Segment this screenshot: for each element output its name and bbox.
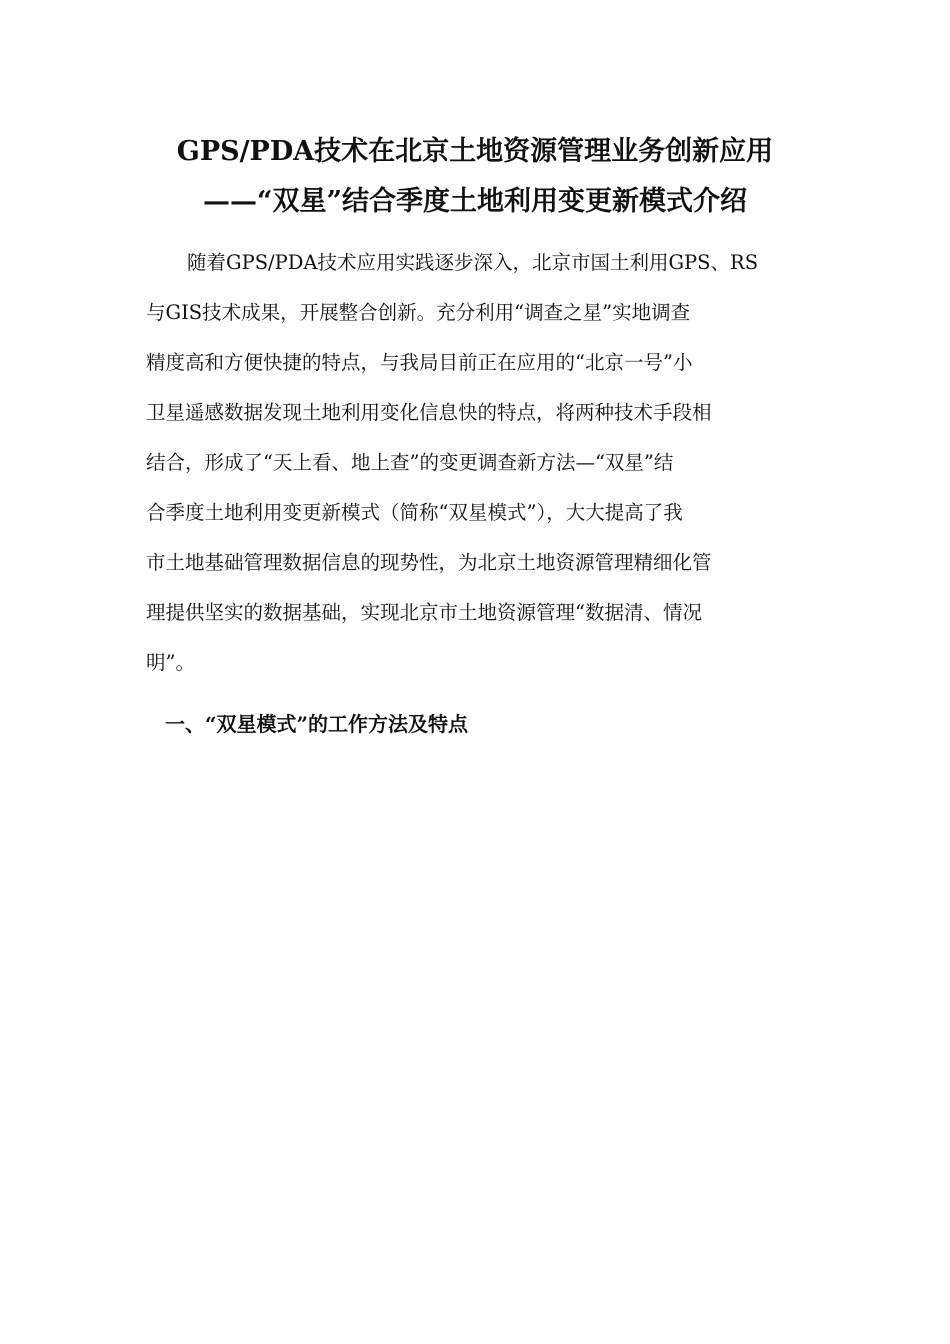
paragraph-line: 随着GPS/PDA技术应用实践逐步深入，北京市国土利用GPS、RS: [187, 251, 759, 274]
paragraph-line: 合季度土地利用变更新模式（简称“双星模式”），大大提高了我: [146, 501, 683, 524]
paragraph-line: 与GIS技术成果，开展整合创新。充分利用“调查之星”实地调查: [146, 301, 691, 324]
paragraph-line: 卫星遥感数据发现土地利用变化信息快的特点，将两种技术手段相: [146, 401, 712, 424]
section-heading: 一、“双星模式”的工作方法及特点: [165, 712, 469, 736]
paragraph-line: 明”。: [146, 651, 195, 674]
paragraph-line: 精度高和方便快捷的特点，与我局目前正在应用的“北京一号”小: [146, 351, 693, 374]
paragraph-line: 理提供坚实的数据基础，实现北京市土地资源管理“数据清、情况: [146, 601, 702, 624]
paragraph-line: 市土地基础管理数据信息的现势性，为北京土地资源管理精细化管: [146, 551, 712, 574]
document-subtitle: ——“双星”结合季度土地利用变更新模式介绍: [202, 186, 748, 217]
body-paragraph: [146, 238, 806, 688]
paragraph-line: 结合，形成了“天上看、地上查”的变更调查新方法—“双星”结: [146, 451, 674, 474]
document-title: GPS/PDA技术在北京土地资源管理业务创新应用: [176, 136, 774, 167]
